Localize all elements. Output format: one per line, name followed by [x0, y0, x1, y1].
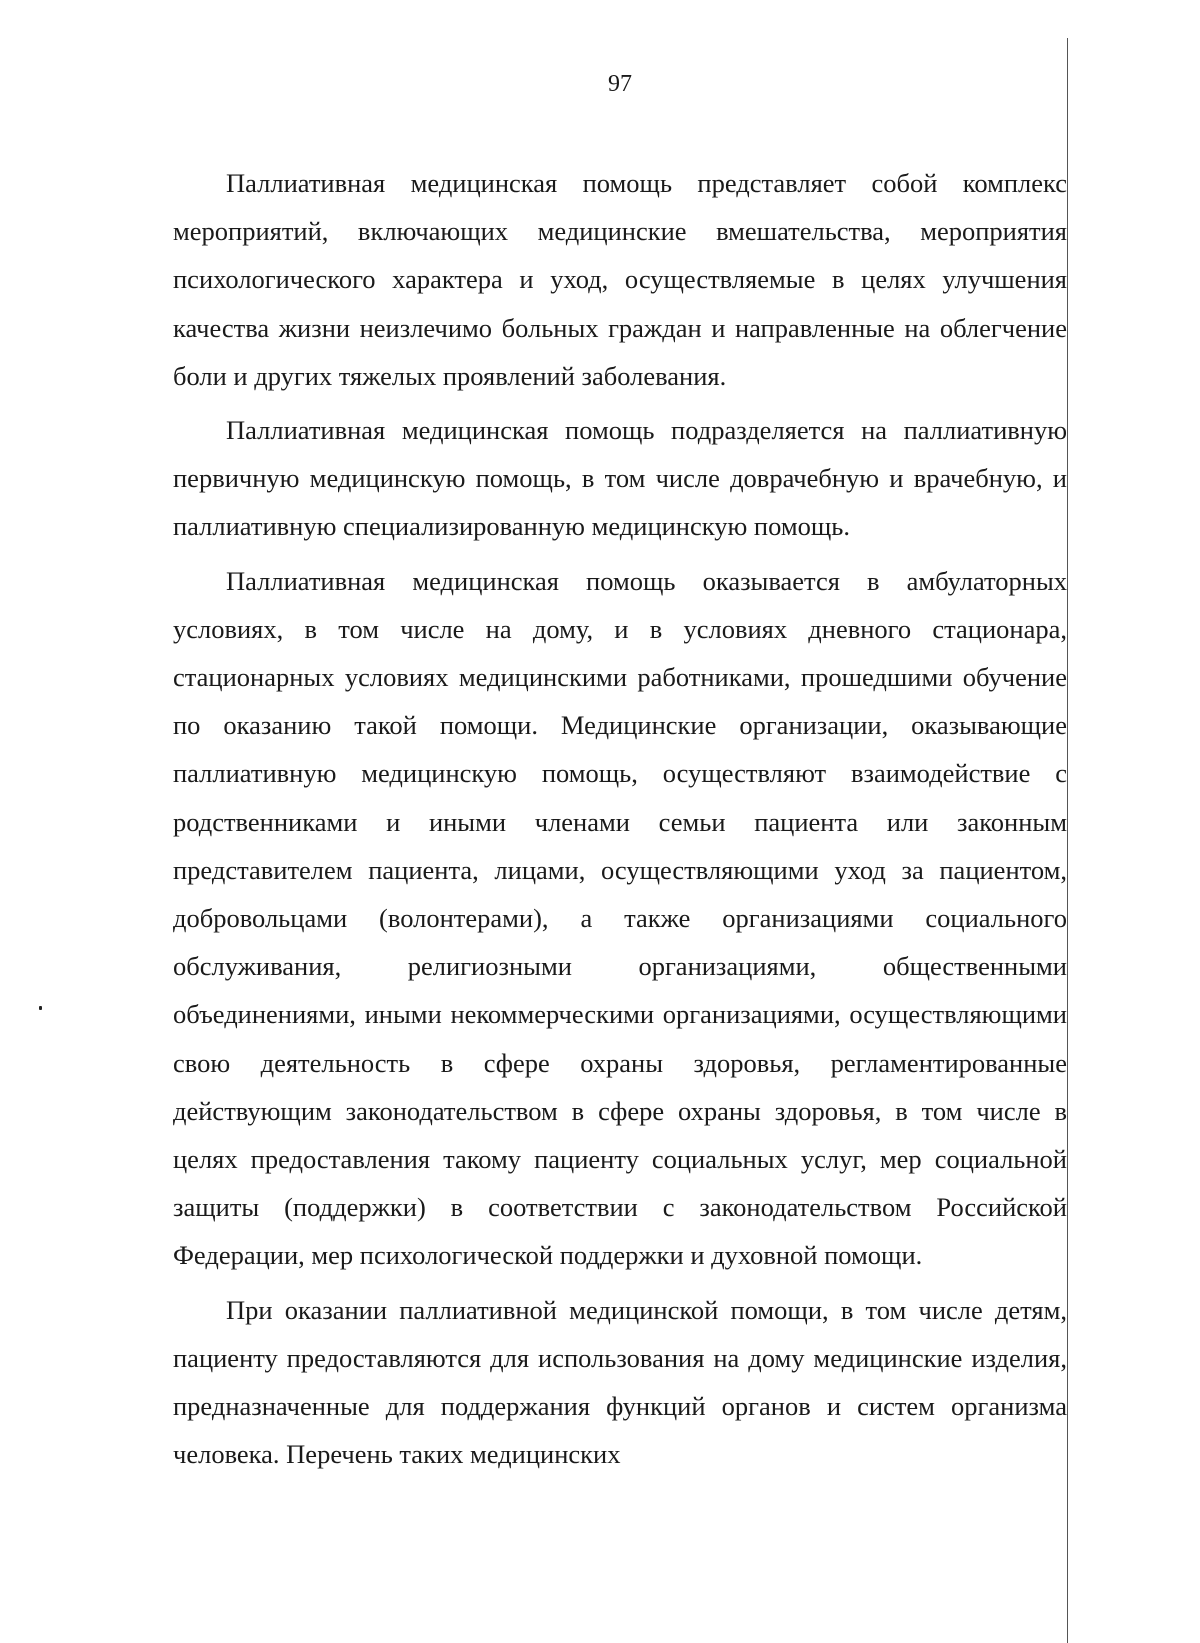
document-body — [173, 159, 1067, 1484]
page-number: 97 — [608, 71, 632, 97]
paragraph-palliative-conditions: Паллиативная медицинская помощь оказывается в амбулаторных условиях, в том числе на дому, и в условиях дневного стационара, стационарных условиях медицинскими работниками, прошедшими обучение по оказанию такой помощи. Медицинские организации, оказывающие паллиативную медицинскую помощь, осуществляют взаимодействие с родственниками и иными членами семьи пациента или законным представителем пациента, лицами, осуществляющими уход за пациентом, добровольцами (волонтерами), а также организациями социального обслуживания, религиозными организациями, общественными объединениями, иными некоммерческими организациями, осуществляющими свою деятельность в сфере охраны здоровья, регламентированные действующим законодательством в сфере охраны здоровья, в том числе в целях предоставления такому пациенту социальных услуг, мер социальной защиты (поддержки) в соответствии с законодательством Российской Федерации, мер психологической поддержки и духовной помощи. — [173, 565, 1067, 1271]
paragraph-palliative-definition: Паллиативная медицинская помощь представляет собой комплекс мероприятий, включающих медицинские вмешательства, мероприятия психологического характера и уход, осуществляемые в целях улучшения качества жизни неизлечимо больных граждан и направленные на облегчение боли и других тяжелых проявлений заболевания. — [173, 168, 1067, 391]
scan-speck — [39, 1006, 42, 1010]
paragraph-medical-devices: При оказании паллиативной медицинской помощи, в том числе детям, пациенту предоставляются для использования на дому медицинские изделия, предназначенные для поддержания функций органов и систем организма человека. Перечень таких медицинских — [173, 1294, 1067, 1470]
paragraph-palliative-types: Паллиативная медицинская помощь подразделяется на паллиативную первичную медицинскую помощь, в том числе доврачебную и врачебную, и паллиативную специализированную медицинскую помощь. — [173, 415, 1067, 542]
scan-edge-line — [1067, 38, 1068, 1643]
